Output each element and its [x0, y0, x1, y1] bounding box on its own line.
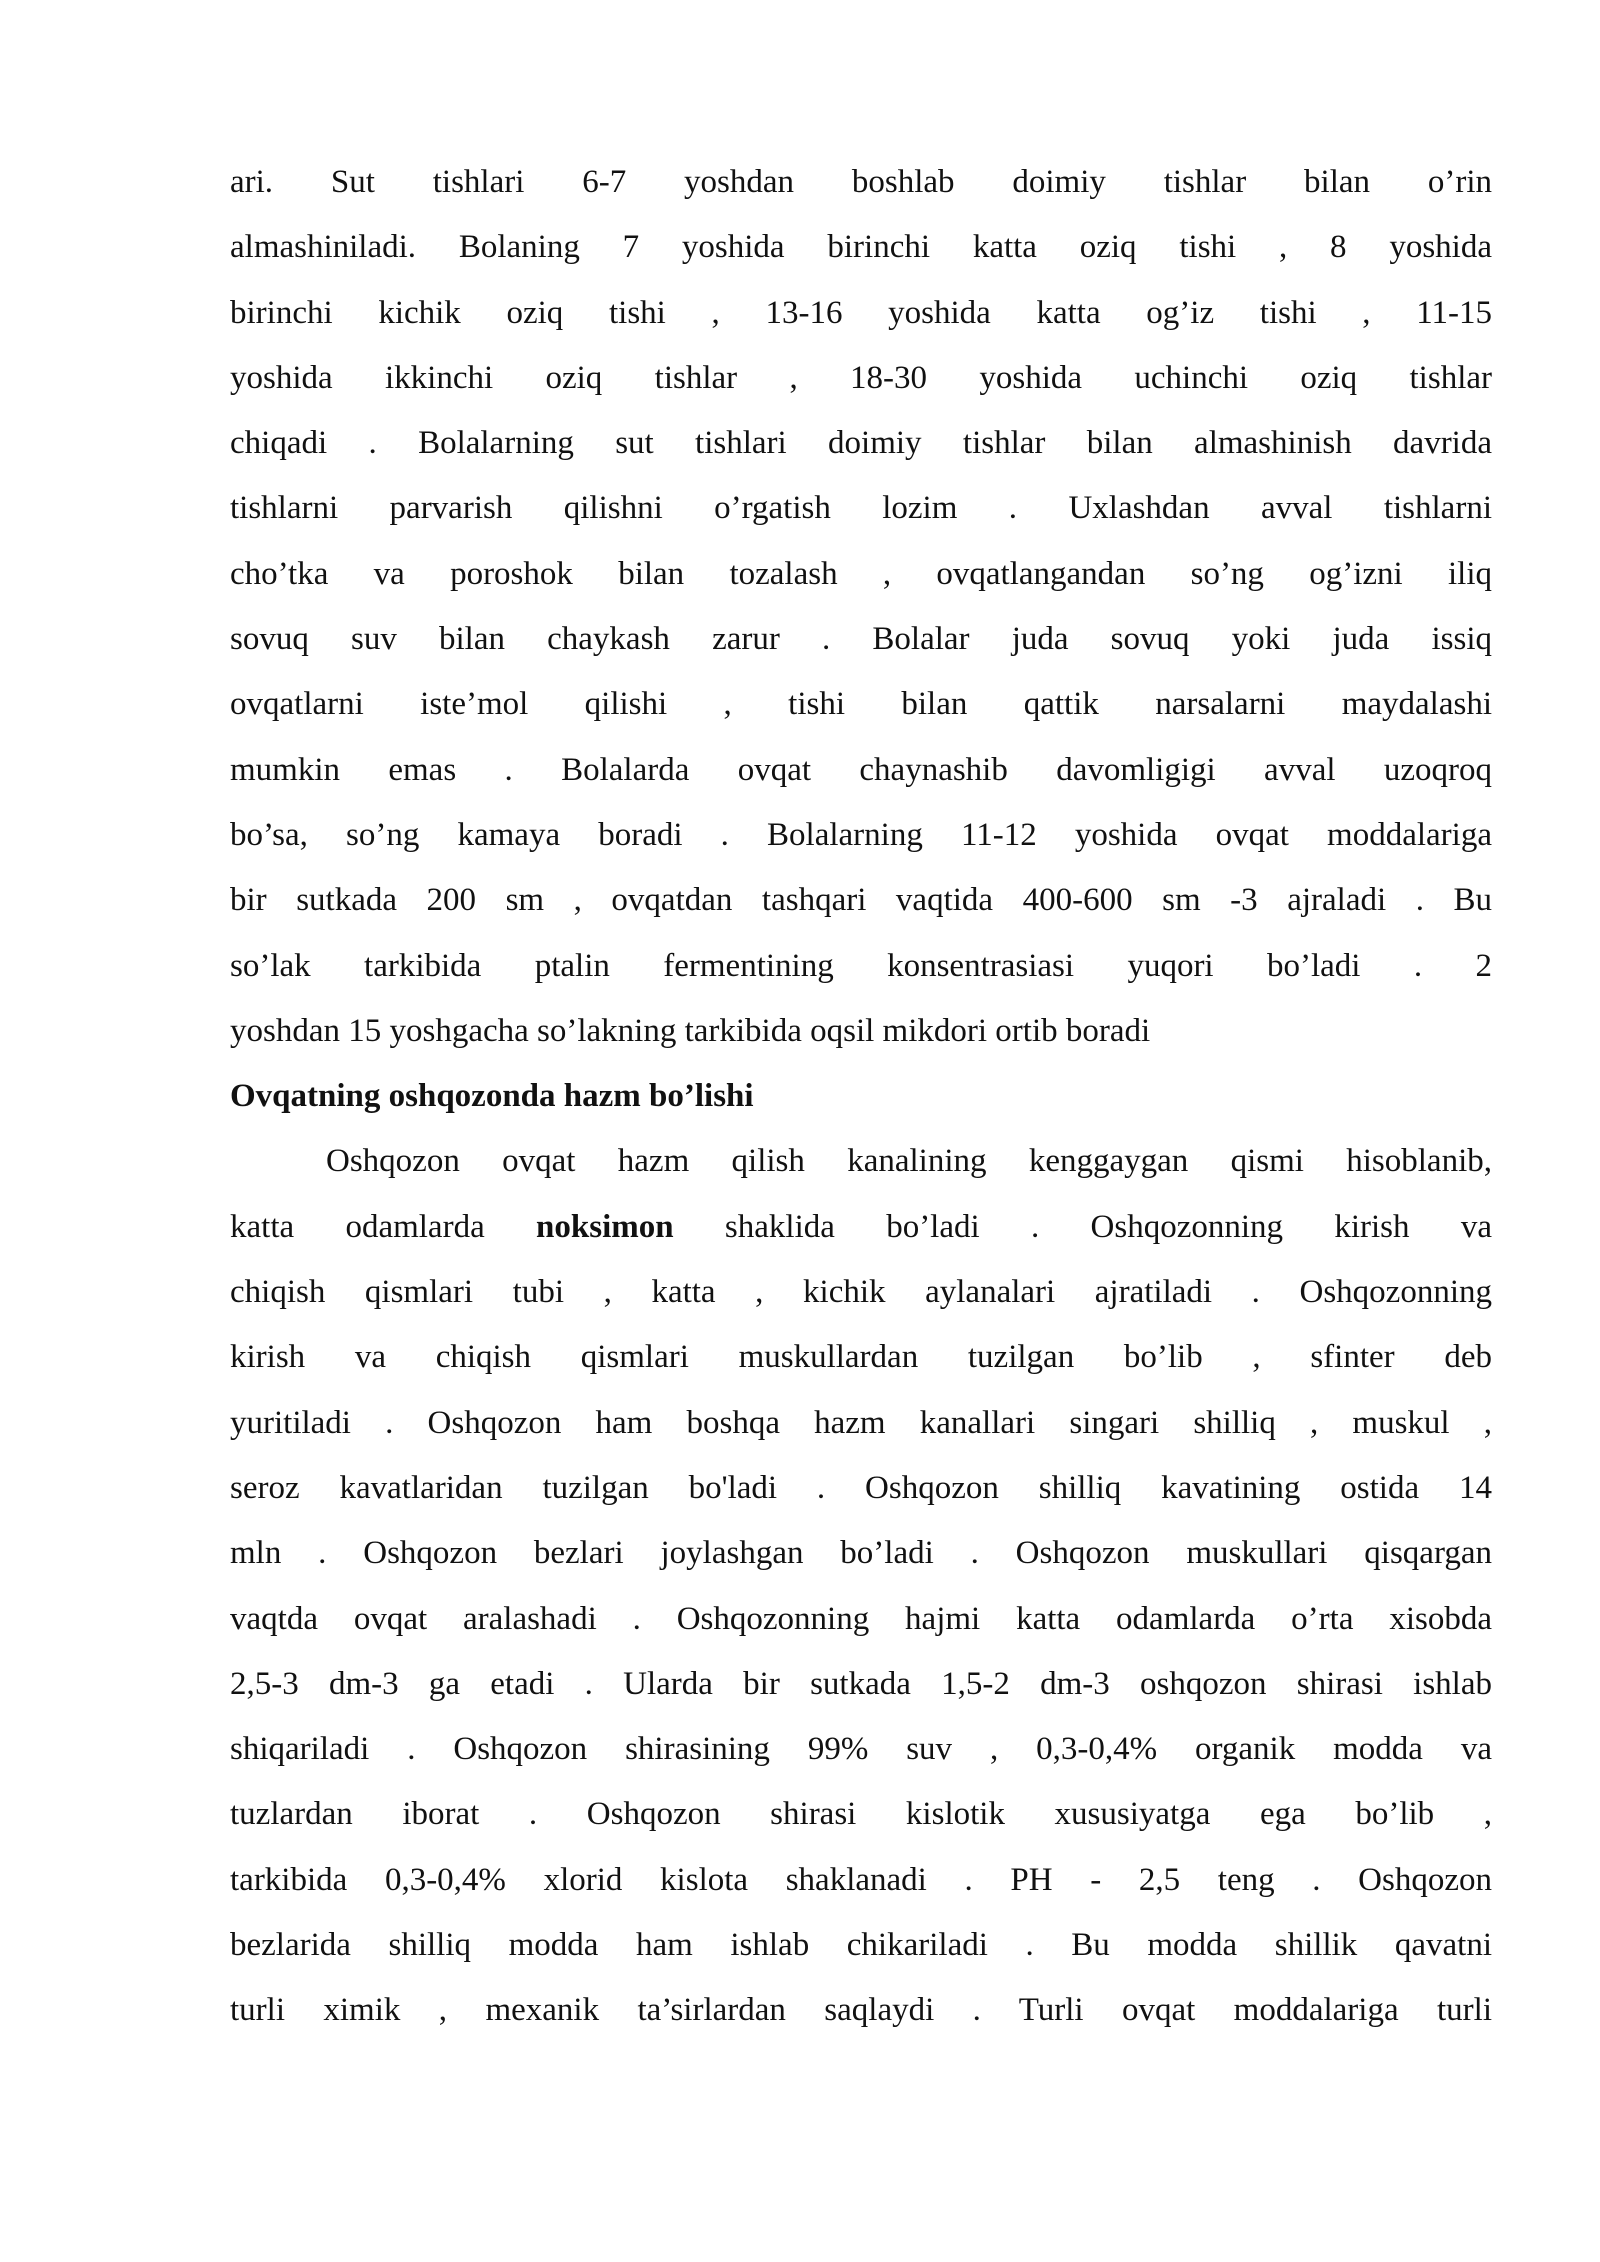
text-line: 2,5-3 dm-3 ga etadi . Ularda bir sutkada 1,5-2 dm-3 oshqozon shirasi ishlab — [230, 1665, 1492, 1702]
text-line: almashiniladi. Bolaning 7 yoshida birinchi katta oziq tishi , 8 yoshida — [230, 229, 1492, 266]
text-span: shaklida bo’ladi . Oshqozonning kirish va — [673, 1208, 1492, 1245]
text-line: yuritiladi . Oshqozon ham boshqa hazm kanallari singari shilliq , muskul , — [230, 1404, 1492, 1441]
text-line: Oshqozon ovqat hazm qilish kanalining kenggaygan qismi hisoblanib, — [326, 1143, 1492, 1180]
text-line: bo’sa, so’ng kamaya boradi . Bolalarning 11-12 yoshida ovqat moddalariga — [230, 816, 1492, 853]
text-line: birinchi kichik oziq tishi , 13-16 yoshida katta og’iz tishi , 11-15 — [230, 294, 1492, 331]
text-line: yoshdan 15 yoshgacha so’lakning tarkibida oqsil mikdori ortib boradi — [230, 1012, 1151, 1049]
document-text — [230, 150, 1492, 2044]
text-line: ari. Sut tishlari 6-7 yoshdan boshlab doimiy tishlar bilan o’rin — [230, 164, 1492, 200]
bold-term: noksimon — [536, 1208, 674, 1245]
text-line: kirish va chiqish qismlari muskullardan tuzilgan bo’lib , sfinter deb — [230, 1339, 1492, 1376]
text-line: seroz kavatlaridan tuzilgan bo'ladi . Oshqozon shilliq kavatining ostida 14 — [230, 1469, 1492, 1506]
text-span: katta odamlarda — [230, 1208, 537, 1245]
text-line: mln . Oshqozon bezlari joylashgan bo’ladi . Oshqozon muskullari qisqargan — [230, 1535, 1492, 1572]
text-line: shiqariladi . Oshqozon shirasining 99% suv , 0,3-0,4% organik modda va — [230, 1731, 1492, 1768]
text-line: bezlarida shilliq modda ham ishlab chikariladi . Bu modda shillik qavatni — [230, 1927, 1492, 1964]
text-line — [230, 1195, 1492, 1260]
text-line: bir sutkada 200 sm , ovqatdan tashqari vaqtida 400-600 sm -3 ajraladi . Bu — [230, 882, 1492, 919]
text-line: tuzlardan iborat . Oshqozon shirasi kislotik xususiyatga ega bo’lib , — [230, 1796, 1492, 1833]
text-line: so’lak tarkibida ptalin fermentining konsentrasiasi yuqori bo’ladi . 2 — [230, 947, 1492, 984]
text-line: ovqatlarni iste’mol qilishi , tishi bilan qattik narsalarni maydalashi — [230, 686, 1492, 723]
text-line: vaqtda ovqat aralashadi . Oshqozonning hajmi katta odamlarda o’rta xisobda — [230, 1600, 1492, 1637]
text-line: yoshida ikkinchi oziq tishlar , 18-30 yoshida uchinchi oziq tishlar — [230, 359, 1492, 396]
text-line: tarkibida 0,3-0,4% xlorid kislota shaklanadi . PH - 2,5 teng . Oshqozon — [230, 1861, 1492, 1898]
text-line: tishlarni parvarish qilishni o’rgatish lozim . Uxlashdan avval tishlarni — [230, 490, 1492, 527]
text-line: mumkin emas . Bolalarda ovqat chaynashib davomligigi avval uzoqroq — [230, 751, 1492, 788]
text-line: chiqish qismlari tubi , katta , kichik aylanalari ajratiladi . Oshqozonning — [230, 1274, 1492, 1311]
section-heading: Ovqatning oshqozonda hazm bo’lishi — [230, 1078, 754, 1115]
text-line: sovuq suv bilan chaykash zarur . Bolalar juda sovuq yoki juda issiq — [230, 621, 1492, 658]
text-line: cho’tka va poroshok bilan tozalash , ovqatlangandan so’ng og’izni iliq — [230, 555, 1492, 592]
text-line: turli ximik , mexanik ta’sirlardan saqlaydi . Turli ovqat moddalariga turli — [230, 1992, 1492, 2029]
text-line: chiqadi . Bolalarning sut tishlari doimiy tishlar bilan almashinish davrida — [230, 425, 1492, 462]
